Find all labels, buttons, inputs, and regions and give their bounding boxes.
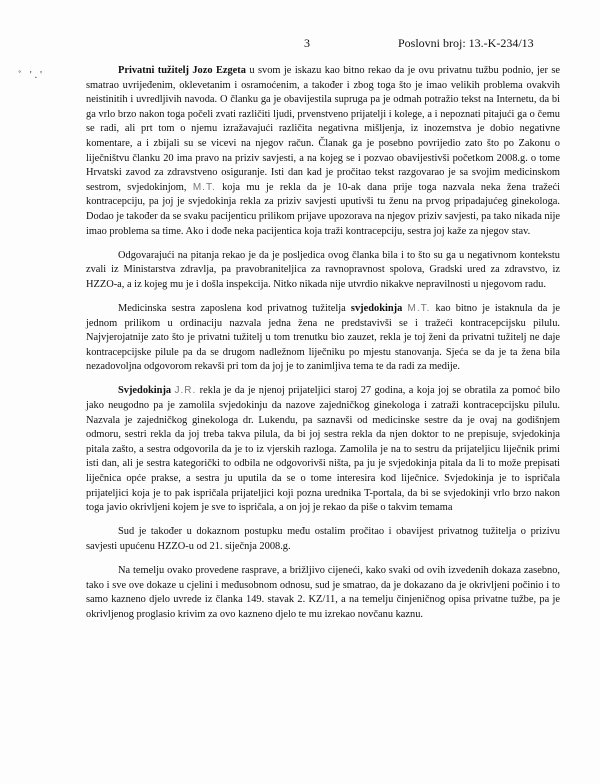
paragraph-text: u svom je iskazu kao bitno rekao da je ovu privatnu tužbu podnio, jer se smatrao uvrijeđenim, oklevetanim i osramoćenim, a također i zbog toga što je imao velikih problema ovakvih neistinitih i uvredljivih navoda. O članku ga je obavijestila supruga pa je odmah potražio tekst na Internetu, da bi ga vrlo brzo nakon toga počeli zvati različiti ljudi, prvenstveno prijatelji i kolege, a i nepoznati pitajući ga o čemu se radi, ali prt tom o njemu izražavajući različita negativna mišljenja, iz inozemstva je dobio negativne komentare, a i zbijali su se vicevi na njegov račun. Članak ga je posebno povrijedio zato što po Zakonu o liječništvu članku 20 ima pravo na priziv savjesti, a na kojeg se i pozvao obavijestivši početkom 2008.g. o tome Hrvatski zavod za zdravstveno osiguranje. Isti dan kad je pročitao tekst razgovarao je sa svojim medicinskom sestrom, svjedokinjom, [86,65,561,193]
paragraph-text: Odgovarajući na pitanja rekao je da je posljedica ovog članka bila i to što su ga u negativnom kontekstu zvali iz Ministarstva zdravlja, pa pravobraniteljica za ravnopravnost spolova, Gradski ured za zdravstvo, iz HZZO-a, a iz kojeg mu je i došla inspekcija. Nitko nikada nije utvrdio nikakve nepravilnosti u njegovom radu. [86,249,560,290]
paragraph-verdict [86,564,560,622]
paragraph-text: Sud je također u dokaznom postupku među ostalim pročitao i obavijest privatnog tužitelja o prizivu savjesti upućenu HZZO-u od 21. siječnja 2008.g. [86,526,560,552]
paragraph-text: Na temelju ovako provedene rasprave, a brižljivo cijeneći, kako svaki od ovih izvedenih dokaza zasebno, tako i sve ove dokaze u cjelini i međusobnom odnosu, sud je smatrao, da je dokazano da je okrivljeni počinio i to samo kazneno djelo uvrede iz članka 149. stavak 2. KZ/11, a na temelju činjeničnog opisa privatne tužbe, pa je okrivljenog proglasio krivim za ovo kazneno djelo te mu izrekao novčanu kaznu. [86,564,560,620]
paragraph-text: kao bitno je istaknula da je jednom prilikom u ordinaciju nazvala jedna žena ne predstavivši se i tražeći kontracepcijsku pilulu. Najvjerojatnije zato što je privatni tužitelj u tom trenutku bio zauzet, rekla je toj ženi da privatni tužitelj ne daje kontracepcijske pilule pa da se drugom nadležnom liječniku po mjestu stanovanja. Sjeća se da je ta žena bila nezadovoljna odgovorom rekavši pri tom da joj je to zanimljiva tema te da radi za medije. [86,302,560,373]
paragraph-nurse-testimony [86,302,560,375]
document-body [86,64,560,632]
bold-text: svjedokinja [350,302,403,314]
paragraph-consequences [86,249,560,293]
case-number: Poslovni broj: 13.-K-234/13 [398,36,534,50]
paragraph-witness-testimony [86,384,560,515]
redacted-name: J.R. [174,385,197,397]
paragraph-text: koja mu je rekla da je 10-ak dana prije toga nazvala neka žena tražeći kontracepciju, pa joj je svjedokinja rekla za priziv savjesti uputivši tu ženu na prvog pripadajućeg ginekologa. Dodao je također da se svaku pacijenticu prilikom prijave upozorava na njegov priziv savjesti, pa tako nikada nije imao problema sa time. Ako i dođe neka pacijentica koja traži kontracepciju, sestra joj kaže za njegov stav. [86,181,560,237]
redacted-name: M.T. [407,302,431,314]
paragraph-text: rekla je da je njenoj prijateljici staroj 27 godina, a koja joj se obratila za pomoć bilo jako neugodno pa je zamolila svjedokinju da nazove zajedničkog ginekologa i zatraži kontracepcijsku pilulu. Nazvala je zajedničkog ginekologa dr. Lukendu, pa saznavši od medicinske sestre da je ovaj na godišnjem odmoru, sestri rekla da joj treba takva pilula, da bi joj sestra rekla da njen doktor to ne prepisuje, svjedokinja pitala zašto, a sestra odgovorila da je to iz vjerskih razloga. Zamolila je na to sestru da prijateljicu liječnik primi isti dan, ali je sestra kategorički to odbila ne odgovorivši ništa, pa ju je svjedokinja pitala da li to može prepisati liječnica opće prakse, a sestra ju uputila da se o tome interesira kod liječnice. Svjedokinja je to ispričala prijateljici koja je to pak ispričala prijateljici koji pozna urednika T-portala, da bi se svjedokinji vrlo brzo nakon toga javio okrivljeni kojem je sve to ispričala, a on joj je rekao da piše o takvim temama [86,385,560,514]
margin-marks: ˚ '.' [18,70,45,81]
page-number: 3 [304,36,310,50]
paragraph-plaintiff-testimony [86,64,560,239]
redacted-name: M.T. [192,181,216,193]
bold-text: Svjedokinja [118,385,172,397]
paragraph-evidence-read [86,525,560,554]
paragraph-text: Medicinska sestra zaposlena kod privatnog tužitelja [118,302,351,314]
bold-text: Privatni tužitelj Jozo Ezgeta [118,65,246,76]
